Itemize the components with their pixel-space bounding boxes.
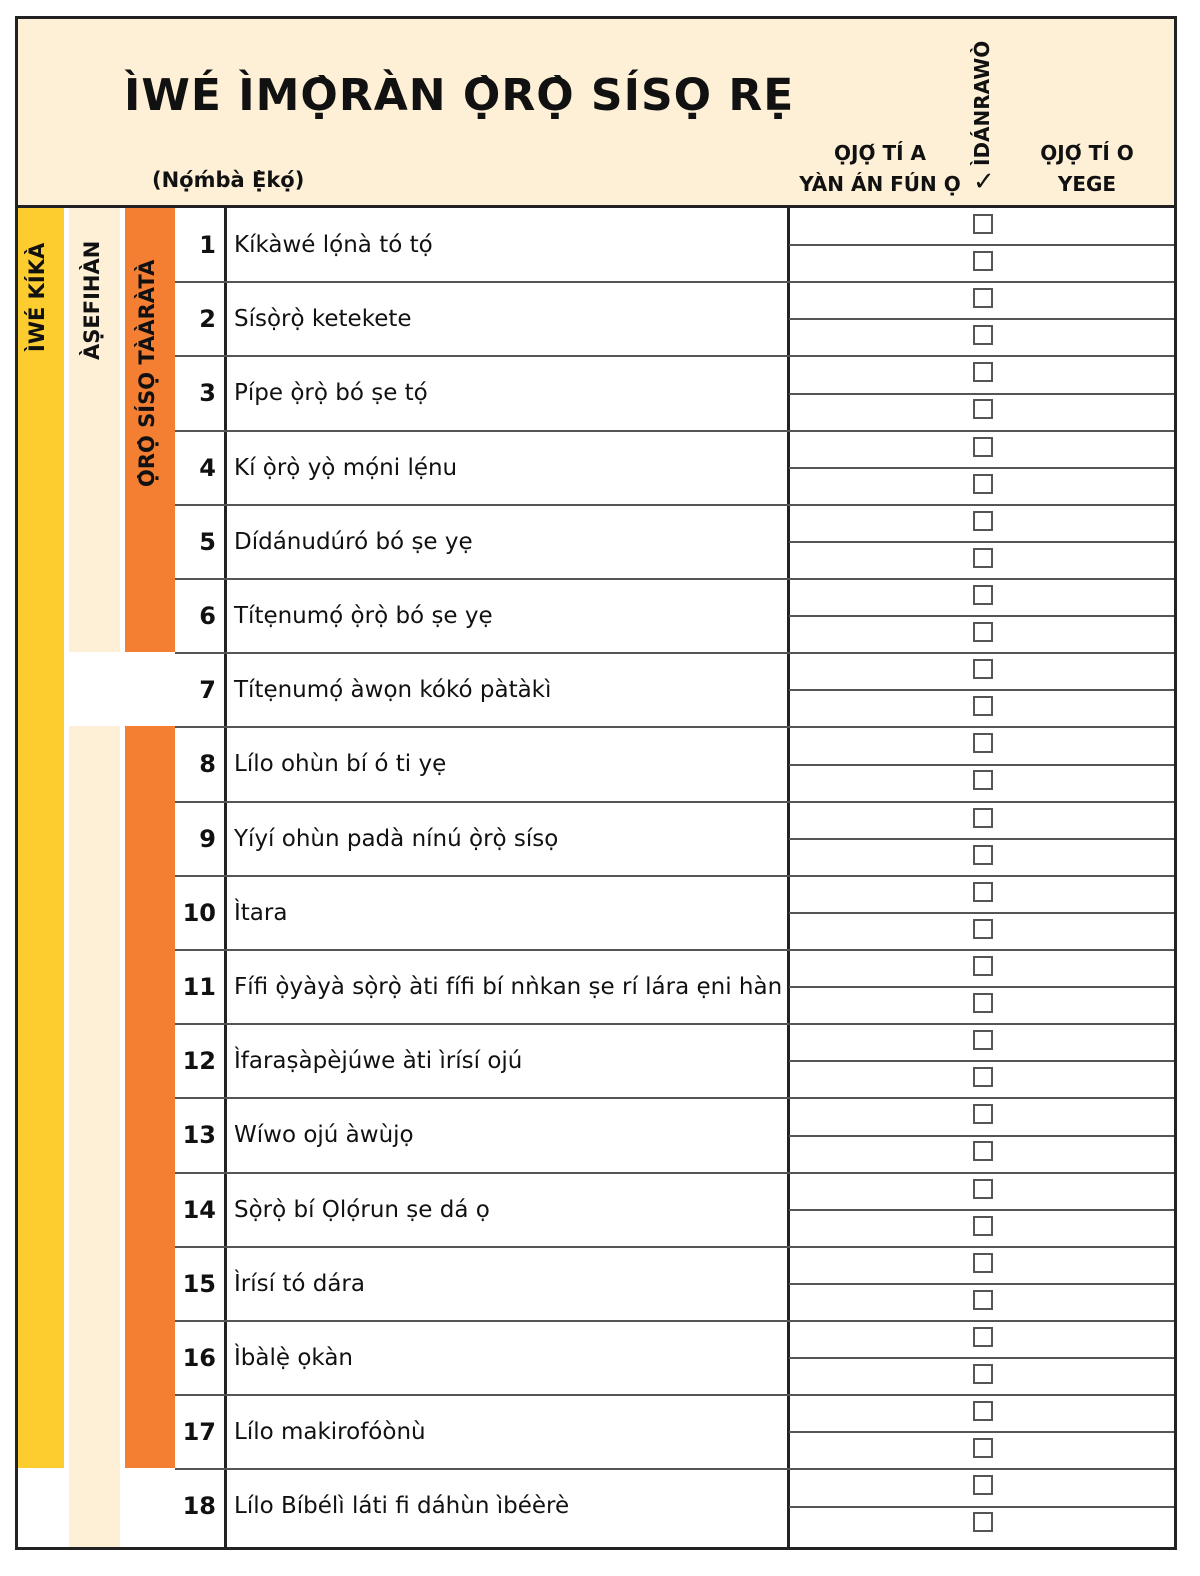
assigned-date-header-line2: YÀN ÁN FÚN Ọ xyxy=(799,172,961,196)
reading-label: ÌWÉ KÍKÀ xyxy=(25,242,49,352)
point-title: Ìtara xyxy=(234,899,288,926)
page-subtitle: (Nọ́ḿbà Ẹ̀kọ́) xyxy=(152,168,305,192)
page-title: ÌWÉ ÌMỌ̀RÀN Ọ̀RỌ̀ SÍSỌ RẸ xyxy=(124,70,795,121)
point-title: Títẹnumọ́ àwọn kókó pàtàkì xyxy=(234,677,552,704)
point-title: Títẹnumọ́ ọ̀rọ̀ bó ṣe yẹ xyxy=(234,603,493,629)
point-number: 1 xyxy=(199,231,216,259)
point-number: 16 xyxy=(182,1344,216,1372)
point-number: 10 xyxy=(182,898,216,927)
point-number: 6 xyxy=(199,602,216,630)
point-title: Dídánudúró bó ṣe yẹ xyxy=(234,528,473,555)
point-number: 9 xyxy=(199,824,216,853)
completed-date-header-line2: YEGE xyxy=(1057,172,1117,196)
point-number: 13 xyxy=(182,1121,216,1150)
point-title: Lílo makirofóònù xyxy=(234,1419,426,1446)
point-title: Kí ọ̀rọ̀ yọ̀ mọ́ni lẹ́nu xyxy=(234,454,458,481)
point-title: Ìrísí tó dára xyxy=(234,1270,365,1297)
point-number: 4 xyxy=(199,453,216,482)
point-number: 5 xyxy=(199,527,216,556)
point-title: Kíkàwé lọ́nà tó tọ́ xyxy=(234,232,433,258)
point-title: Fífi ọ̀yàyà sọ̀rọ̀ àti fífi bí nǹkan ṣe rí lára ẹni hàn xyxy=(234,974,783,1000)
point-number: 11 xyxy=(182,973,216,1001)
point-number: 8 xyxy=(199,750,216,779)
point-title: Wíwo ojú àwùjọ xyxy=(234,1122,414,1149)
point-number: 14 xyxy=(182,1195,216,1224)
point-number: 15 xyxy=(182,1269,216,1298)
point-title: Lílo ohùn bí ó ti yẹ xyxy=(234,751,447,778)
point-title: Sísọ̀rọ̀ ketekete xyxy=(234,306,412,333)
point-title: Yíyí ohùn padà nínú ọ̀rọ̀ sísọ xyxy=(234,825,559,852)
point-number: 18 xyxy=(182,1492,216,1521)
assigned-date-header-line1: ỌJỌ́ TÍ A xyxy=(834,141,926,165)
exercise-header: ÌDÁNRAWÒ xyxy=(970,40,994,166)
point-title: Sọ̀rọ̀ bí Ọlọ́run ṣe dá ọ xyxy=(234,1196,490,1223)
point-number: 7 xyxy=(199,676,216,705)
point-title: Ìfaraṣàpèjúwe àti ìrísí ojú xyxy=(234,1048,523,1075)
meaning-label: ÀṢEFIHÀN xyxy=(80,240,104,360)
point-title: Ìbàlẹ̀ ọkàn xyxy=(234,1345,353,1371)
page-frame xyxy=(15,16,1177,1550)
delivery-label: Ọ̀RỌ̀ SÍSỌ TÀÀRÀTÀ xyxy=(135,259,159,487)
check-mark-icon: ✓ xyxy=(973,167,995,197)
point-title: Pípe ọ̀rọ̀ bó ṣe tọ́ xyxy=(234,380,428,407)
point-number: 12 xyxy=(182,1047,216,1076)
point-number: 3 xyxy=(199,379,216,408)
point-number: 2 xyxy=(199,305,216,334)
point-title: Lílo Bíbélì láti fi dáhùn ìbéèrè xyxy=(234,1493,570,1520)
point-number: 17 xyxy=(182,1418,216,1447)
completed-date-header-line1: ỌJỌ́ TÍ O xyxy=(1040,141,1134,165)
